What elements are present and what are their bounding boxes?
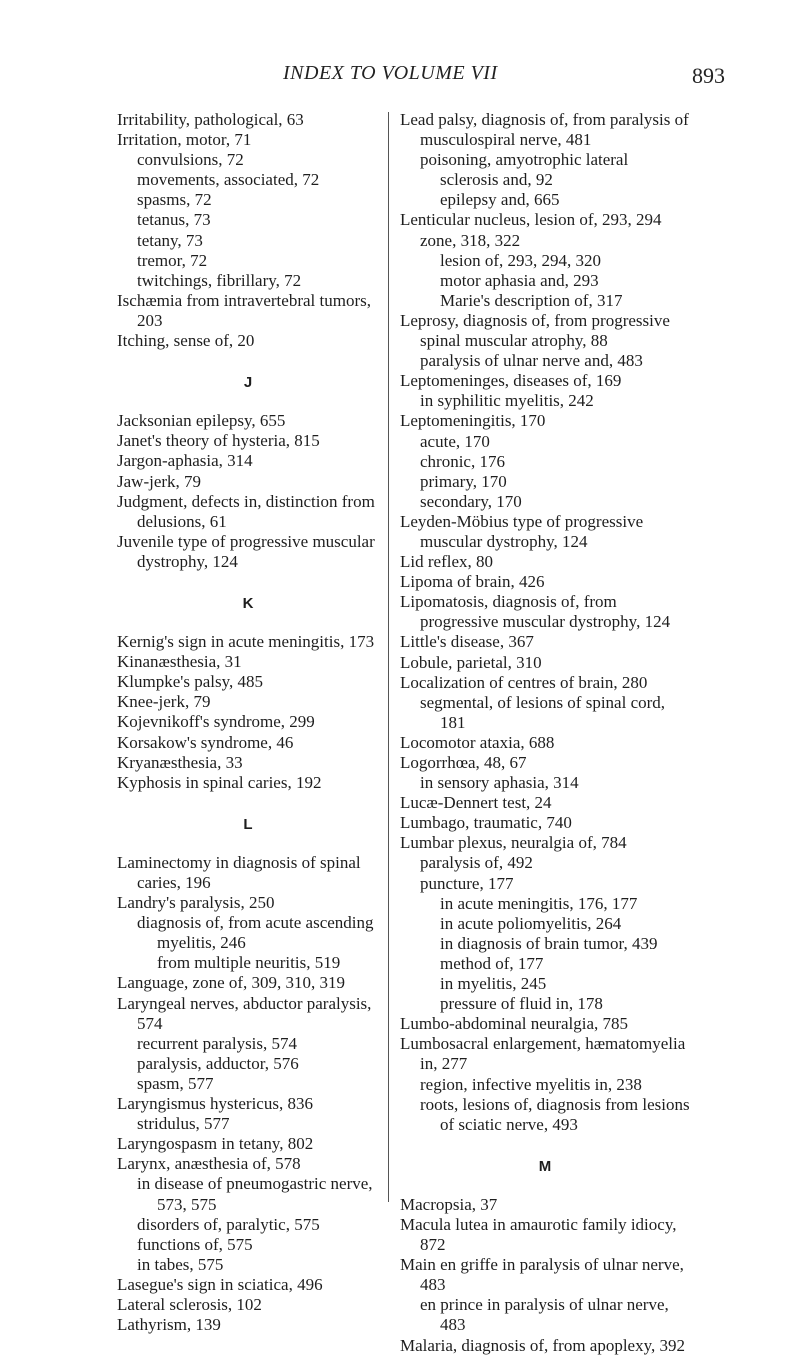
index-entry-text: spasm, 577 — [137, 1073, 214, 1093]
index-entry-text: Larynx, anæsthesia of, 578 — [117, 1154, 301, 1174]
index-entry — [400, 1034, 690, 1074]
index-subentry — [400, 271, 690, 291]
index-entry — [400, 371, 690, 391]
index-entry — [117, 893, 379, 913]
index-entry-text: Logorrhœa, 48, 67 — [400, 753, 527, 772]
index-entry — [400, 210, 690, 230]
index-subentry — [400, 853, 690, 873]
index-entry-text: Kyphosis in spinal caries, 192 — [117, 772, 322, 792]
index-entry-text: Lasegue's sign in sciatica, 496 — [117, 1274, 323, 1294]
index-entry-text: in acute meningitis, 176, 177 — [440, 893, 638, 913]
index-entry-text: Korsakow's syndrome, 46 — [117, 732, 294, 752]
index-entry-text: twitchings, fibrillary, 72 — [137, 270, 302, 290]
index-entry-text: Lumbosacral enlargement, hæmatomyelia in, 277 — [400, 1034, 686, 1074]
index-entry-text: Lathyrism, 139 — [117, 1315, 221, 1335]
index-entry — [117, 331, 379, 351]
index-entry — [400, 673, 690, 693]
index-entry-text: convulsions, 72 — [137, 150, 244, 170]
index-entry — [117, 692, 379, 712]
index-entry-text: Laryngismus hystericus, 836 — [117, 1094, 313, 1114]
index-entry-text: Juvenile type of progressive muscular dystrophy, 124 — [117, 531, 375, 571]
index-entry-text: Judgment, defects in, distinction from delusions, 61 — [117, 491, 375, 531]
index-entry-text: Itching, sense of, 20 — [117, 331, 255, 351]
index-entry-text: zone, 318, 322 — [420, 230, 521, 250]
index-subentry — [400, 231, 690, 251]
index-subentry — [117, 170, 379, 190]
index-entry-text: in acute poliomyelitis, 264 — [440, 913, 622, 933]
index-entry-text: Lipoma of brain, 426 — [400, 572, 545, 592]
index-entry-text: Lumbago, traumatic, 740 — [400, 813, 572, 833]
index-entry-text: Irritation, motor, 71 — [117, 130, 252, 150]
index-subentry — [117, 210, 379, 230]
index-entry-text: Lucæ-Dennert test, 24 — [400, 793, 552, 813]
index-entry — [117, 110, 379, 130]
index-subentry — [400, 1295, 690, 1335]
index-subentry — [400, 894, 690, 914]
index-entry — [117, 1134, 379, 1154]
index-entry — [117, 973, 379, 993]
index-entry — [117, 451, 379, 471]
index-entry-text: spasms, 72 — [137, 190, 212, 210]
index-entry-text: motor aphasia and, 293 — [440, 270, 599, 290]
index-entry-text: Lumbo-abdominal neuralgia, 785 — [400, 1014, 629, 1034]
index-entry-text: Leptomeninges, diseases of, 169 — [400, 371, 622, 391]
index-entry-text: Kinanæsthesia, 31 — [117, 652, 242, 672]
index-entry-text: Laminectomy in diagnosis of spinal caries, 196 — [117, 852, 361, 892]
index-entry-text: epilepsy and, 665 — [440, 190, 560, 210]
index-subentry — [117, 1054, 379, 1074]
index-entry-text: Jargon-aphasia, 314 — [117, 451, 253, 471]
index-entry-text: Lateral sclerosis, 102 — [117, 1294, 262, 1314]
index-entry — [400, 632, 690, 652]
index-subentry — [400, 432, 690, 452]
index-entry-text: paralysis, adductor, 576 — [137, 1053, 299, 1073]
index-entry — [117, 994, 379, 1034]
index-entry-text: Macula lutea in amaurotic family idiocy, 872 — [400, 1214, 677, 1255]
index-entry — [117, 1295, 379, 1315]
index-subentry — [117, 251, 379, 271]
index-entry-text: paralysis of ulnar nerve and, 483 — [420, 351, 643, 371]
index-entry — [400, 793, 690, 813]
index-entry — [400, 1014, 690, 1034]
index-entry-text: Little's disease, 367 — [400, 632, 534, 652]
index-subentry — [117, 150, 379, 170]
index-entry-text: Kojevnikoff's syndrome, 299 — [117, 712, 315, 732]
index-subentry — [400, 954, 690, 974]
index-entry-text: region, infective myelitis in, 238 — [420, 1074, 642, 1094]
index-entry — [117, 431, 379, 451]
index-entry-text: Kernig's sign in acute meningitis, 173 — [117, 632, 375, 652]
index-entry — [117, 492, 379, 532]
index-entry-text: in disease of pneumogastric nerve, 573, 575 — [137, 1174, 373, 1214]
index-entry-text: Malaria, diagnosis of, from apoplexy, 392 — [400, 1335, 685, 1355]
index-entry-text: stridulus, 577 — [137, 1114, 230, 1134]
index-subentry — [400, 351, 690, 371]
index-entry-text: Marie's description of, 317 — [440, 290, 623, 310]
index-subentry — [400, 190, 690, 210]
index-entry — [117, 1275, 379, 1295]
index-entry — [400, 572, 690, 592]
index-entry-text: Lenticular nucleus, lesion of, 293, 294 — [400, 210, 662, 230]
index-entry-text: from multiple neuritis, 519 — [157, 953, 341, 973]
index-entry — [400, 1195, 690, 1215]
index-subentry — [400, 391, 690, 411]
index-entry — [117, 411, 379, 431]
section-letter: M — [538, 1157, 552, 1175]
index-column-left — [117, 110, 379, 1335]
index-entry-text: roots, lesions of, diagnosis from lesions of sciatic nerve, 493 — [420, 1094, 690, 1134]
index-subentry — [400, 452, 690, 472]
index-entry-text: Lead palsy, diagnosis of, from paralysis of musculospiral nerve, 481 — [400, 110, 689, 150]
index-entry — [117, 532, 379, 572]
index-entry — [400, 512, 690, 552]
index-subentry — [400, 251, 690, 271]
index-entry-text: Irritability, pathological, 63 — [117, 110, 304, 129]
index-entry — [400, 311, 690, 351]
index-entry-text: movements, associated, 72 — [137, 170, 320, 190]
index-entry — [117, 712, 379, 732]
index-entry-text: Laryngeal nerves, abductor paralysis, 574 — [117, 993, 372, 1033]
index-entry-text: Macropsia, 37 — [400, 1194, 498, 1214]
index-entry-text: poisoning, amyotrophic lateral sclerosis and, 92 — [420, 150, 629, 190]
index-entry-text: Leyden-Möbius type of progressive muscular dystrophy, 124 — [400, 511, 644, 551]
index-entry — [117, 733, 379, 753]
index-entry-text: recurrent paralysis, 574 — [137, 1033, 298, 1053]
index-entry-text: Leptomeningitis, 170 — [400, 411, 546, 431]
index-entry — [117, 773, 379, 793]
index-entry-text: Laryngospasm in tetany, 802 — [117, 1134, 314, 1154]
index-entry — [400, 813, 690, 833]
index-subentry — [400, 773, 690, 793]
running-head: INDEX TO VOLUME VII — [283, 62, 498, 84]
index-entry — [400, 1215, 690, 1255]
index-entry-text: lesion of, 293, 294, 320 — [440, 250, 602, 270]
index-entry-text: Localization of centres of brain, 280 — [400, 672, 648, 692]
index-entry-text: chronic, 176 — [420, 451, 505, 471]
index-subentry — [117, 190, 379, 210]
index-entry-text: disorders of, paralytic, 575 — [137, 1214, 320, 1234]
index-subentry — [117, 1114, 379, 1134]
section-letter: J — [243, 374, 253, 392]
index-subentry — [117, 913, 379, 953]
index-subentry — [117, 1235, 379, 1255]
index-entry-text: diagnosis of, from acute ascending myelitis, 246 — [137, 913, 374, 953]
index-entry-text: tetanus, 73 — [137, 210, 211, 230]
index-subentry — [117, 953, 379, 973]
index-entry-text: Janet's theory of hysteria, 815 — [117, 431, 320, 451]
index-entry — [400, 653, 690, 673]
section-letter: L — [243, 815, 253, 833]
index-subentry — [117, 1074, 379, 1094]
index-subentry — [400, 150, 690, 190]
index-subentry — [400, 874, 690, 894]
index-entry-text: Locomotor ataxia, 688 — [400, 732, 555, 752]
index-entry-text: acute, 170 — [420, 431, 490, 451]
index-subentry — [117, 1034, 379, 1054]
index-subentry — [400, 1075, 690, 1095]
index-subentry — [117, 1255, 379, 1275]
index-entry — [117, 291, 379, 331]
index-entry-text: in sensory aphasia, 314 — [420, 773, 579, 793]
index-entry — [117, 753, 379, 773]
index-entry-text: in myelitis, 245 — [440, 974, 547, 994]
index-entry-text: Lid reflex, 80 — [400, 552, 493, 572]
index-entry-text: Klumpke's palsy, 485 — [117, 672, 263, 692]
index-entry-text: Landry's paralysis, 250 — [117, 893, 275, 913]
page-number: 893 — [692, 63, 725, 88]
index-subentry — [400, 693, 690, 733]
index-entry — [400, 411, 690, 431]
index-subentry — [117, 271, 379, 291]
index-entry — [117, 853, 379, 893]
index-column-right — [400, 110, 690, 1356]
index-entry-text: Lobule, parietal, 310 — [400, 652, 542, 672]
index-entry-text: Leprosy, diagnosis of, from progressive spinal muscular atrophy, 88 — [400, 310, 670, 351]
index-entry — [117, 672, 379, 692]
index-entry — [117, 652, 379, 672]
index-entry-text: tetany, 73 — [137, 230, 203, 250]
index-entry — [117, 130, 379, 150]
index-entry — [117, 1094, 379, 1114]
index-subentry — [117, 1215, 379, 1235]
index-entry — [400, 1255, 690, 1295]
index-entry-text: Knee-jerk, 79 — [117, 692, 211, 712]
index-entry-text: Ischæmia from intravertebral tumors, 203 — [117, 290, 371, 330]
index-subentry — [400, 974, 690, 994]
column-divider — [388, 112, 389, 1202]
index-entry-text: tremor, 72 — [137, 250, 208, 270]
index-entry — [400, 733, 690, 753]
index-entry-text: Jacksonian epilepsy, 655 — [117, 411, 286, 431]
index-entry-text: Jaw-jerk, 79 — [117, 471, 202, 491]
index-entry-text: in syphilitic myelitis, 242 — [420, 391, 594, 411]
index-entry-text: puncture, 177 — [420, 873, 514, 893]
index-entry-text: Lumbar plexus, neuralgia of, 784 — [400, 833, 627, 853]
index-entry — [400, 1336, 690, 1356]
index-entry-text: method of, 177 — [440, 953, 544, 973]
index-entry-text: en prince in paralysis of ulnar nerve, 483 — [420, 1295, 669, 1335]
index-entry — [400, 592, 690, 632]
index-entry — [117, 472, 379, 492]
index-entry-text: primary, 170 — [420, 471, 507, 491]
index-entry-text: in tabes, 575 — [137, 1254, 224, 1274]
index-entry-text: paralysis of, 492 — [420, 853, 533, 873]
index-entry — [400, 110, 690, 150]
section-letter: K — [242, 594, 254, 612]
index-entry-text: in diagnosis of brain tumor, 439 — [440, 933, 658, 953]
index-entry-text: Lipomatosis, diagnosis of, from progressive muscular dystrophy, 124 — [400, 592, 671, 632]
index-subentry — [117, 231, 379, 251]
index-subentry — [400, 472, 690, 492]
index-subentry — [400, 291, 690, 311]
index-entry — [117, 632, 379, 652]
index-entry-text: Main en griffe in paralysis of ulnar nerve, 483 — [400, 1255, 684, 1295]
index-subentry — [117, 1174, 379, 1214]
index-subentry — [400, 994, 690, 1014]
index-subentry — [400, 934, 690, 954]
index-subentry — [400, 492, 690, 512]
index-entry-text: secondary, 170 — [420, 491, 522, 511]
index-entry-text: segmental, of lesions of spinal cord, 181 — [420, 692, 666, 732]
index-entry-text: Language, zone of, 309, 310, 319 — [117, 973, 346, 993]
index-entry — [117, 1315, 379, 1335]
index-entry-text: functions of, 575 — [137, 1234, 253, 1254]
index-subentry — [400, 914, 690, 934]
index-entry-text: pressure of fluid in, 178 — [440, 994, 603, 1014]
index-entry — [400, 552, 690, 572]
index-entry-text: Kryanæsthesia, 33 — [117, 752, 243, 772]
index-entry — [400, 833, 690, 853]
index-subentry — [400, 1095, 690, 1135]
index-entry — [400, 753, 690, 773]
page-header — [0, 62, 800, 92]
index-entry — [117, 1154, 379, 1174]
